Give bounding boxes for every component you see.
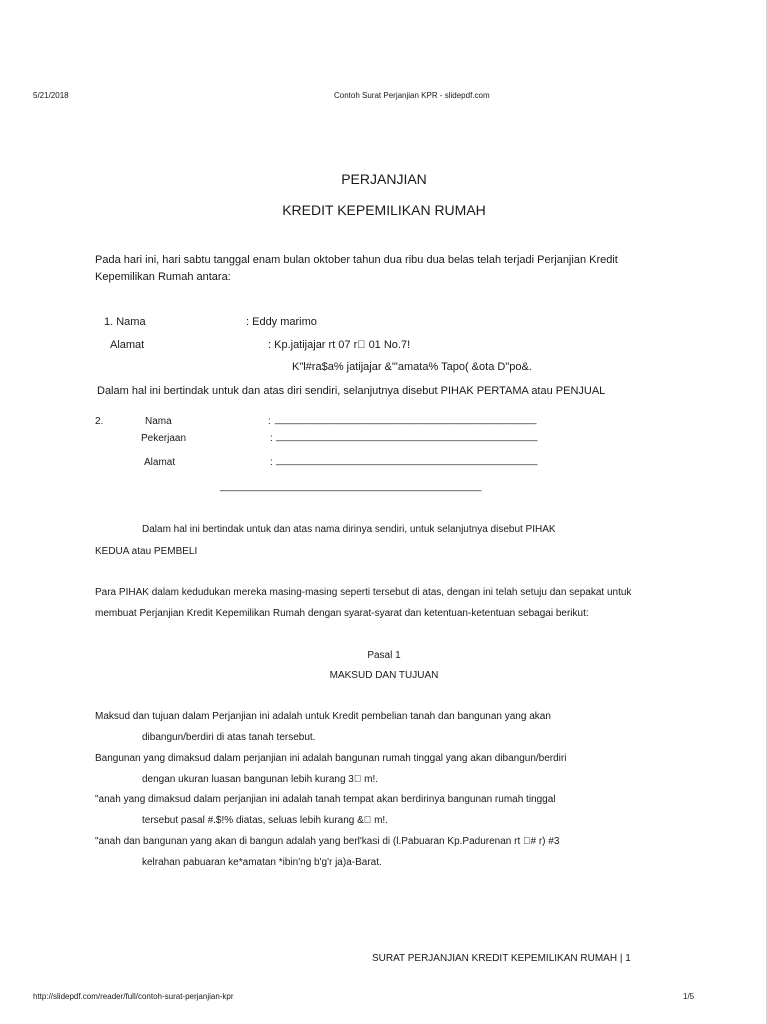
party2-alamat-blank: _______________________________________________ xyxy=(276,455,538,466)
party2-statement-1: Dalam hal ini bertindak untuk dan atas nama dirinya sendiri, untuk selanjutnya disebut PIHAK xyxy=(142,524,556,535)
party1-nama-value: : Eddy marimo xyxy=(246,316,317,328)
party2-number: 2. xyxy=(95,416,104,427)
print-date: 5/21/2018 xyxy=(33,91,69,100)
party2-nama-blank: _______________________________________________ xyxy=(275,414,537,425)
print-page-title: Contoh Surat Perjanjian KPR - slidepdf.com xyxy=(334,91,490,100)
clause-line: Maksud dan tujuan dalam Perjanjian ini adalah untuk Kredit pembelian tanah dan bangunan yang akan xyxy=(95,711,551,722)
intro-line-2: Kepemilikan Rumah antara: xyxy=(95,271,231,283)
party2-nama-label: Nama xyxy=(145,416,172,427)
party2-alamat-blank-2: _______________________________________________ xyxy=(220,481,482,492)
clause-line: Bangunan yang dimaksud dalam perjanjian ini adalah bangunan rumah tinggal yang akan dibangun/berdiri xyxy=(95,753,567,764)
party2-nama-colon: : xyxy=(268,416,271,427)
print-page-number: 1/5 xyxy=(683,992,695,1001)
clause-line: "anah yang dimaksud dalam perjanjian ini adalah tanah tempat akan berdirinya bangunan rumah tinggal xyxy=(95,794,556,805)
clause-line: "anah dan bangunan yang akan di bangun adalah yang berl'kasi di (l.Pabuaran Kp.Padurenan rt  # r) #3 xyxy=(95,836,560,847)
print-url: http://slidepdf.com/reader/full/contoh-surat-perjanjian-kpr xyxy=(33,992,234,1001)
party2-pekerjaan-blank: _______________________________________________ xyxy=(276,431,538,442)
party2-statement-2: KEDUA atau PEMBELI xyxy=(95,546,198,557)
party1-alamat-value: : Kp.jatijajar rt 07 r  01 No.7! xyxy=(268,339,411,351)
agreement-line-1: Para PIHAK dalam kedudukan mereka masing-masing seperti tersebut di atas, dengan ini telah setuju dan sepakat untuk xyxy=(95,587,632,598)
clause-line: tersebut pasal #.$!% diatas, seluas lebih kurang &  m!. xyxy=(142,815,388,826)
party2-pekerjaan-colon: : xyxy=(270,433,273,444)
party2-alamat-label: Alamat xyxy=(144,457,176,468)
doc-footer-title: SURAT PERJANJIAN KREDIT KEPEMILIKAN RUMAH | 1 xyxy=(372,953,631,964)
doc-subtitle: KREDIT KEPEMILIKAN RUMAH xyxy=(282,202,486,218)
party2-pekerjaan-label: Pekerjaan xyxy=(141,433,187,444)
party1-alamat-value-2: K"l#ra$a% jatijajar &"'amata% Tapo( &ota D"po&. xyxy=(292,361,532,373)
party1-statement: Dalam hal ini bertindak untuk dan atas diri sendiri, selanjutnya disebut PIHAK PERTAMA atau PENJUAL xyxy=(97,385,606,397)
party2-alamat-colon: : xyxy=(270,457,273,468)
pasal-title: MAKSUD DAN TUJUAN xyxy=(329,670,439,681)
pasal-number: Pasal 1 xyxy=(367,650,401,661)
clause-line: dengan ukuran luasan bangunan lebih kurang 3  m!. xyxy=(142,774,379,785)
doc-title: PERJANJIAN xyxy=(341,171,427,187)
clause-line: dibangun/berdiri di atas tanah tersebut. xyxy=(142,732,316,743)
agreement-line-2: membuat Perjanjian Kredit Kepemilikan Rumah dengan syarat-syarat dan ketentuan-ketentuan sebagai berikut: xyxy=(95,608,589,619)
party1-alamat-label: Alamat xyxy=(110,339,145,351)
party1-nama-label: 1. Nama xyxy=(104,316,146,328)
intro-line-1: Pada hari ini, hari sabtu tanggal enam bulan oktober tahun dua ribu dua belas telah terjadi Perjanjian Kredit xyxy=(95,254,618,266)
clause-line: kelrahan pabuaran ke*amatan *ibin'ng b'g'r ja)a-Barat. xyxy=(142,857,382,868)
